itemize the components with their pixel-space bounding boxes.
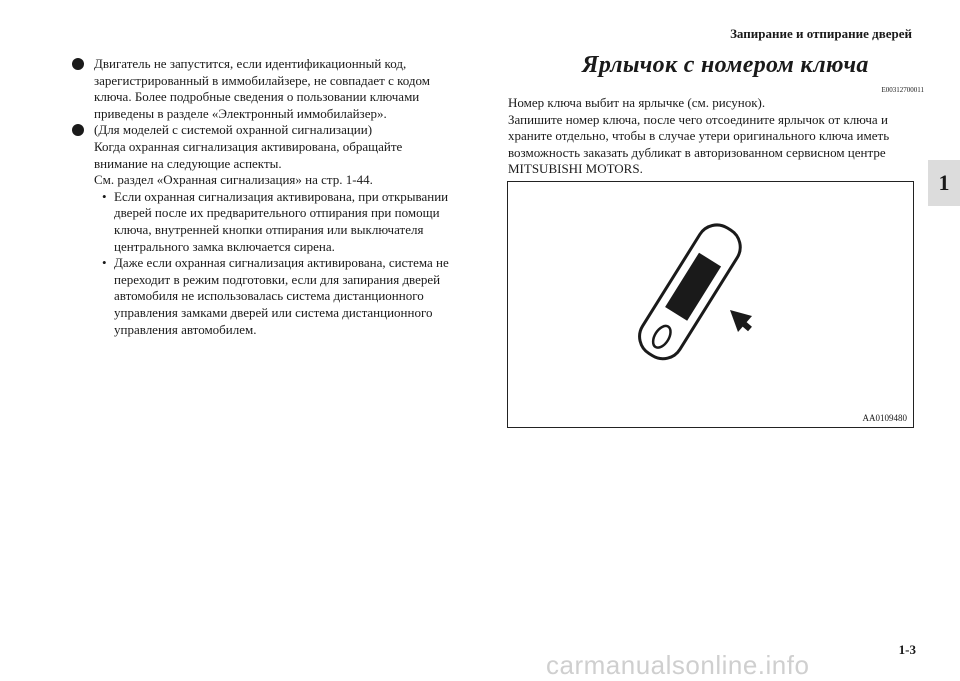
left-column <box>72 56 472 338</box>
sub-bullet-marker: • <box>102 188 107 204</box>
text-line: ключа. Более подробные сведения о пользовании ключами <box>94 89 420 105</box>
text-line: (Для моделей с системой охранной сигнализации) <box>94 122 373 138</box>
page-number: 1-3 <box>898 642 916 657</box>
text-line: храните отдельно, чтобы в случае утери оригинального ключа иметь <box>508 128 890 144</box>
text-line: автомобиля не использовалась система дистанционного <box>114 288 424 304</box>
text-line: Если охранная сигнализация активирована, при открывании <box>114 188 449 204</box>
text-line: Двигатель не запустится, если идентификационный код, <box>94 56 407 71</box>
text-line: MITSUBISHI MOTORS. <box>508 161 643 177</box>
text-line: Даже если охранная сигнализация активирована, система не <box>114 255 449 271</box>
text-line: См. раздел «Охранная сигнализация» на стр. 1-44. <box>94 172 373 188</box>
key-tag-figure <box>507 181 914 428</box>
section-paragraph <box>508 95 928 178</box>
text-line: дверей после их предварительного отпирания при помощи <box>114 205 440 221</box>
sub-bullet-marker: • <box>102 255 107 271</box>
text-line: зарегистрированный в иммобилайзере, не совпадает с кодом <box>94 72 430 88</box>
text-line: управления замками дверей или система дистанционного <box>114 304 433 320</box>
text-line: возможность заказать дубликат в авторизованном сервисном центре <box>508 144 886 160</box>
arrow-icon <box>730 310 752 332</box>
text-line: внимание на следующие аспекты. <box>94 155 282 171</box>
text-line: центрального замка включается сирена. <box>114 238 335 254</box>
key-tag-icon <box>632 217 748 366</box>
figure-code: AA0109480 <box>862 413 907 423</box>
sub-bullet-item <box>72 255 472 338</box>
bullet-dot-icon <box>72 124 84 136</box>
chapter-tab: 1 <box>928 160 960 206</box>
bullet-dot-icon <box>72 58 84 70</box>
bullet-item <box>72 56 472 122</box>
text-line: приведены в разделе «Электронный иммобилайзер». <box>94 105 387 121</box>
text-line: ключа, внутренней кнопки отпирания или выключателя <box>114 221 424 237</box>
sub-bullet-item <box>72 189 472 255</box>
text-line: Запишите номер ключа, после чего отсоедините ярлычок от ключа и <box>508 111 888 127</box>
bullet-item <box>72 122 472 188</box>
watermark: carmanualsonline.info <box>546 650 810 680</box>
key-tag-illustration <box>508 182 913 427</box>
running-header: Запирание и отпирание дверей <box>730 26 912 41</box>
text-line: Номер ключа выбит на ярлычке (см. рисунок). <box>508 95 766 110</box>
section-code: E00312700011 <box>881 86 924 94</box>
text-line: переходит в режим подготовки, если для запирания дверей <box>114 271 441 287</box>
text-line: Когда охранная сигнализация активирована, обращайте <box>94 138 403 154</box>
text-line: управления автомобилем. <box>114 321 257 337</box>
section-title: Ярлычок с номером ключа <box>582 52 869 78</box>
